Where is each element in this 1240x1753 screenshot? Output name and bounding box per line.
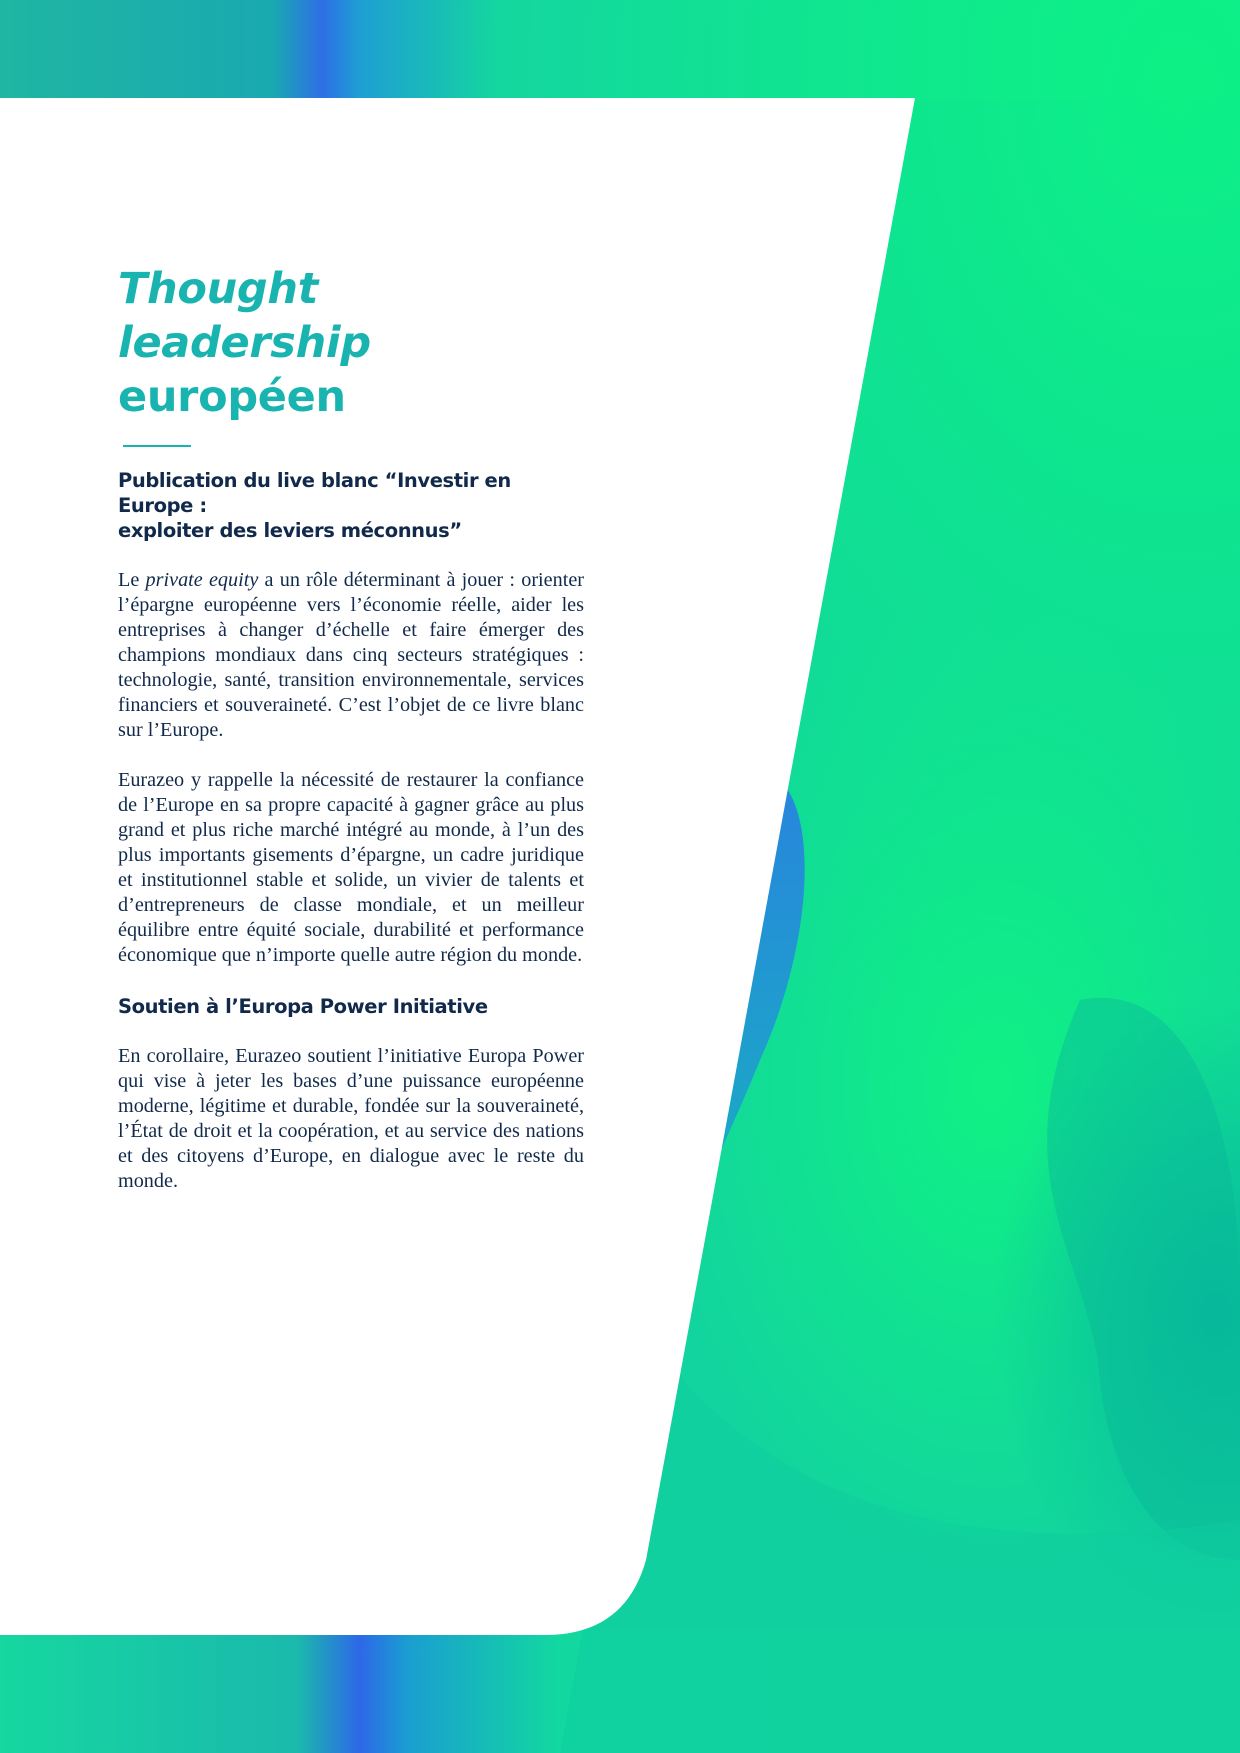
- page-title-line-2: européen: [118, 372, 346, 422]
- page-title-line-1: Thought leadership: [118, 264, 371, 368]
- paragraph-rest: a un rôle déterminant à jouer : orienter l’épargne européenne vers l’économie réelle, aider les entreprises à changer d’échelle et faire émerger des champions mondiaux dans cinq secteurs stratégiques : technologie, santé, transition environnementale, services financiers et souveraineté. C’est l’objet de ce livre blanc sur l’Europe.: [118, 569, 585, 741]
- paragraph-eurazeo-confidence: Eurazeo y rappelle la nécessité de restaurer la confiance de l’Europe en sa propre capacité à gagner grâce au plus grand et plus riche marché intégré au monde, à l’un des plus importants gisements d’épargne, un cadre juridique et institutionnel stable et solide, un vivier de talents et d’entrepreneurs de classe mondiale, et un meilleur équilibre entre équité sociale, durabilité et performance économique que n’importe quelle autre région du monde.: [118, 769, 584, 966]
- section-heading-publication: [118, 468, 584, 543]
- paragraph-emphasis: private equity: [145, 569, 259, 591]
- section-heading-publication-line-2: exploiter des leviers méconnus”: [118, 519, 462, 542]
- page-title: [118, 262, 584, 424]
- title-divider: [123, 445, 191, 447]
- paragraph-private-equity: [118, 568, 584, 743]
- paragraph-europa-power: En corollaire, Eurazeo soutient l’initiative Europa Power qui vise à jeter les bases d’une puissance européenne moderne, légitime et durable, fondée sur la souveraineté, l’État de droit et la coopération, et au service des nations et des citoyens d’Europe, en dialogue avec le reste du monde.: [118, 1045, 584, 1192]
- paragraph-lead: Le: [118, 569, 140, 591]
- section-heading-europa-power: Soutien à l’Europa Power Initiative: [118, 995, 488, 1018]
- section-heading-publication-line-1: Publication du live blanc “Investir en Europe :: [118, 469, 511, 517]
- article-content: [118, 262, 584, 1194]
